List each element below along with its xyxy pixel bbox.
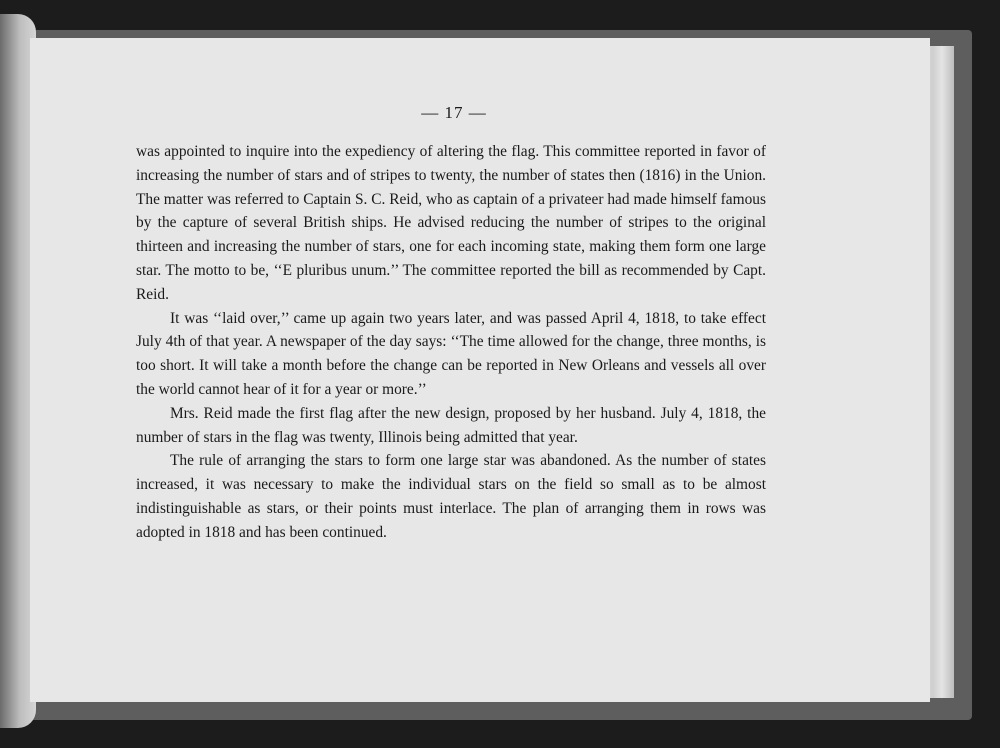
paragraph-3: Mrs. Reid made the first flag after the new design, proposed by her husband. July 4, 1818, the number of stars in the flag was twenty, Illinois being admitted that year. [136,404,766,446]
body-text [136,140,766,545]
paragraph-2: It was ‘‘laid over,’’ came up again two years later, and was passed April 4, 1818, to take effect July 4th of that year. A newspaper of the day says: ‘‘The time allowed for the change, three months, is too short. It will take a month before the change can be reported in New Orleans and vessels all over the world cannot hear of it for a year or more.’’ [136,309,766,398]
paragraph-4: The rule of arranging the stars to form one large star was abandoned. As the number of states increased, it was necessary to make the individual stars on the field so small as to be almost indistinguishable as stars, or their points must interlace. The plan of arranging them in rows was adopted in 1818 and has been continued. [136,452,766,541]
page-number: — 17 — [421,103,487,122]
paragraph-1: was appointed to inquire into the expediency of altering the flag. This committee reported in favor of increasing the number of stars and of stripes to twenty, the number of states then (1816) in the Union. The matter was referred to Captain S. C. Reid, who as captain of a privateer had made himself famous by the capture of several British ships. He advised reducing the number of stripes to the original thirteen and increasing the number of stars, one for each incoming state, making them form one large star. The motto to be, ‘‘E pluribus unum.’’ The committee reported the bill as recommended by Capt. Reid. [136,143,766,303]
